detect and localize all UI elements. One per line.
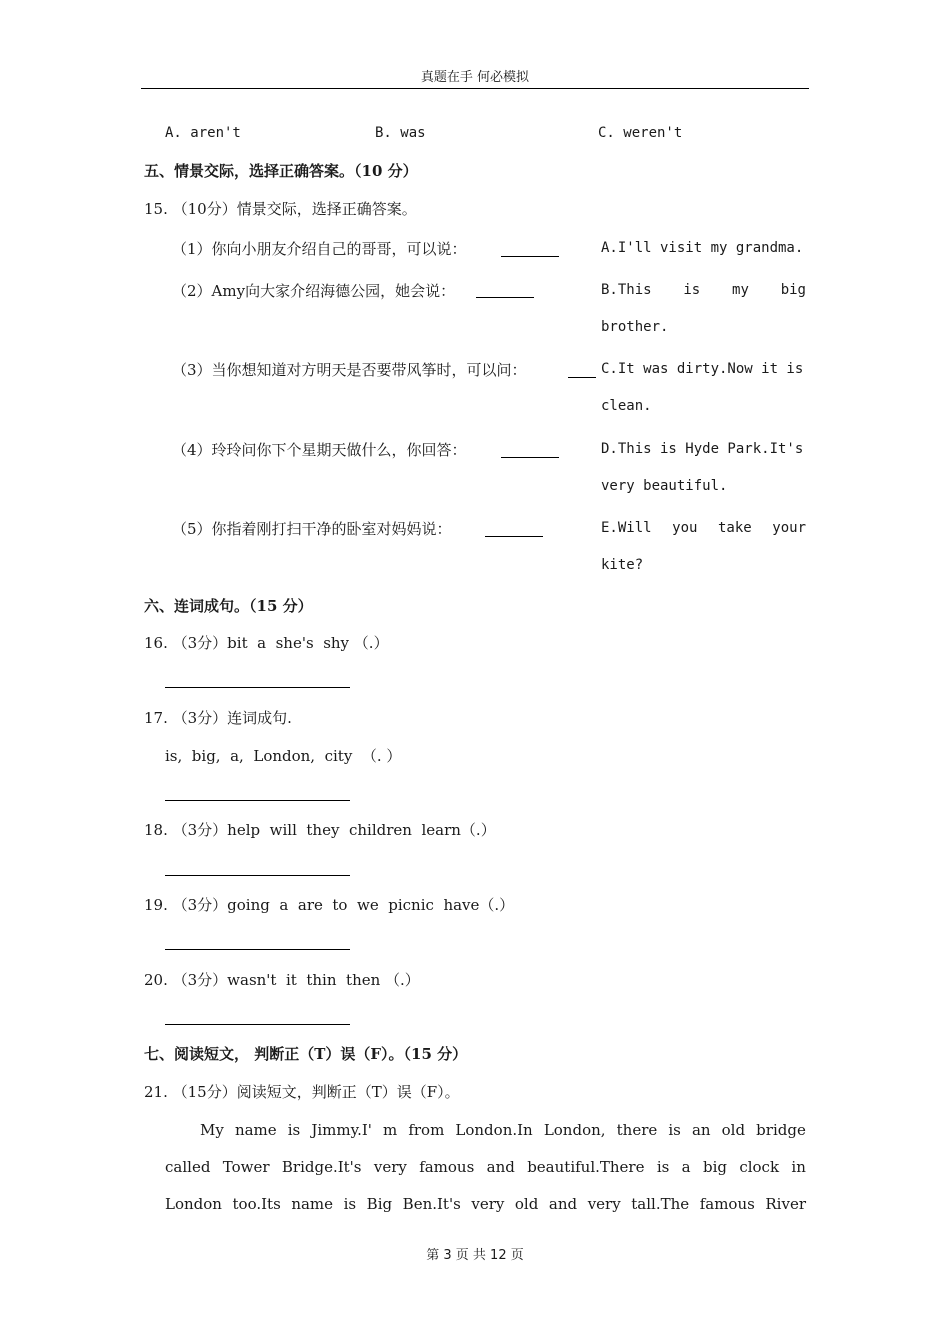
passage-word: called (165, 1158, 211, 1176)
section-7-title: 七、阅读短文， 判断正（T）误（F）。（15 分） (144, 1045, 468, 1063)
q15-item-4: （4）玲玲问你下个星期天做什么，你回答： (172, 441, 467, 459)
passage-word: very (587, 1195, 621, 1213)
passage-word: London.In (455, 1121, 533, 1139)
q15-blank-1[interactable] (501, 256, 559, 257)
header-rule (141, 88, 809, 89)
q15-option-d-cont: very beautiful. (601, 478, 728, 494)
passage-word: name (291, 1195, 334, 1213)
q15-option-e-cont: kite? (601, 557, 644, 573)
q15-option-b-word: my (732, 282, 749, 298)
passage-word: tall.The (631, 1195, 690, 1213)
section-6-title: 六、连词成句。（15 分） (144, 597, 313, 615)
q15-option-b (601, 282, 806, 298)
passage-word: is (287, 1121, 301, 1139)
q19-answer-line[interactable] (165, 949, 350, 950)
passage-word: is (656, 1158, 670, 1176)
question-17-words: is, big, a, London, city （. ） (165, 747, 402, 765)
passage-word: Tower (222, 1158, 270, 1176)
q15-blank-4[interactable] (501, 457, 559, 458)
passage-word: name (234, 1121, 277, 1139)
passage-word: River (765, 1195, 806, 1213)
q15-option-b-word: is (683, 282, 701, 298)
q15-option-d: D.This is Hyde Park.It's (601, 441, 804, 457)
passage-line (165, 1157, 806, 1177)
q15-option-b-cont: brother. (601, 319, 669, 335)
passage-word: Big (366, 1195, 393, 1213)
passage-word: London, (543, 1121, 606, 1139)
section-5-title: 五、情景交际，选择正确答案。（10 分） (144, 162, 418, 180)
passage-word: bridge (756, 1121, 806, 1139)
passage-word: clock (739, 1158, 780, 1176)
q15-item-2: （2）Amy向大家介绍海德公园，她会说： (172, 282, 456, 300)
passage-word: famous (419, 1158, 475, 1176)
q15-option-e-word: you (672, 520, 698, 536)
passage-word: very (471, 1195, 505, 1213)
question-20-stem: 20. （3分）wasn't it thin then （.） (144, 971, 420, 989)
passage-word: too.Its (232, 1195, 281, 1213)
question-21-stem: 21. （15分）阅读短文，判断正（T）误（F）。 (144, 1083, 460, 1101)
q15-option-e (601, 520, 806, 536)
passage-word: Ben.It's (402, 1195, 461, 1213)
q15-item-3: （3）当你想知道对方明天是否要带风筝时，可以问： (172, 361, 527, 379)
q15-blank-2[interactable] (476, 297, 534, 298)
q15-option-a: A.I'll visit my grandma. (601, 240, 804, 256)
passage-word: there (616, 1121, 658, 1139)
passage-word: is (668, 1121, 681, 1139)
page-footer: 第 3 页 共 12 页 (426, 1248, 524, 1263)
question-19-stem: 19. （3分）going a are to we picnic have（.） (144, 896, 515, 914)
passage-word: London (165, 1195, 222, 1213)
q15-item-5: （5）你指着刚打扫干净的卧室对妈妈说： (172, 520, 452, 538)
passage-word: very (373, 1158, 407, 1176)
q20-answer-line[interactable] (165, 1024, 350, 1025)
passage-word: and (548, 1195, 578, 1213)
q15-option-c-cont: clean. (601, 398, 652, 414)
passage-word: Bridge.It's (281, 1158, 362, 1176)
passage-word: an (691, 1121, 711, 1139)
q15-item-1: （1）你向小朋友介绍自己的哥哥，可以说： (172, 240, 467, 258)
passage-word: a (681, 1158, 691, 1176)
option-c[interactable]: C. weren't (598, 125, 683, 141)
q15-option-c: C.It was dirty.Now it is (601, 361, 804, 377)
q18-answer-line[interactable] (165, 875, 350, 876)
passage-word: is (343, 1195, 357, 1213)
option-b[interactable]: B. was (375, 125, 426, 141)
question-15-stem: 15. （10分）情景交际，选择正确答案。 (144, 200, 417, 218)
q15-blank-3[interactable] (568, 377, 596, 378)
option-a[interactable]: A. aren't (165, 125, 241, 141)
passage-word: from (408, 1121, 445, 1139)
q15-option-b-word: big (780, 282, 806, 298)
q15-option-b-word: B.This (601, 282, 652, 298)
q16-answer-line[interactable] (165, 687, 350, 688)
q15-option-e-word: your (772, 520, 806, 536)
q15-blank-5[interactable] (485, 536, 543, 537)
q17-answer-line[interactable] (165, 800, 350, 801)
q15-option-e-word: take (718, 520, 752, 536)
passage-word: old (721, 1121, 746, 1139)
passage-line (200, 1120, 806, 1140)
q15-option-e-word: E.Will (601, 520, 652, 536)
question-18-stem: 18. （3分）help will they children learn（.） (144, 821, 496, 839)
passage-word: big (702, 1158, 727, 1176)
passage-word: old (514, 1195, 539, 1213)
question-17-stem: 17. （3分）连词成句. (144, 709, 292, 727)
passage-word: My (200, 1121, 224, 1139)
passage-word: Jimmy.I' (311, 1121, 372, 1139)
passage-word: famous (699, 1195, 755, 1213)
passage-word: and (486, 1158, 515, 1176)
passage-line (165, 1194, 806, 1214)
question-16-stem: 16. （3分）bit a she's shy （.） (144, 634, 389, 652)
passage-word: m (383, 1121, 398, 1139)
passage-word: in (791, 1158, 806, 1176)
page-header-title: 真题在手 何必模拟 (420, 70, 530, 85)
passage-word: beautiful.There (527, 1158, 645, 1176)
